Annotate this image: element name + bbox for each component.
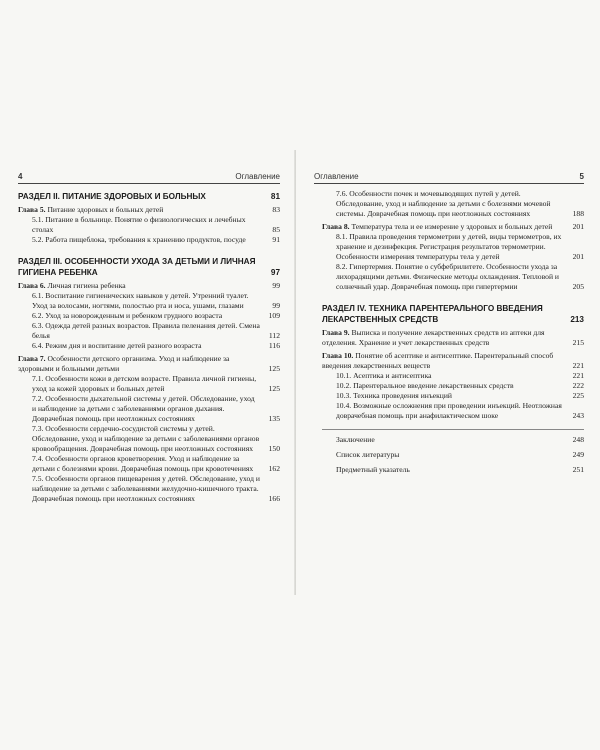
toc-entry-title: РАЗДЕЛ III. ОСОБЕННОСТИ УХОДА ЗА ДЕТЬМИ И ЛИЧНАЯ ГИГИЕНА РЕБЕНКА (18, 257, 256, 277)
toc-page-number: 225 (572, 391, 584, 400)
toc-entry-title: Температура тела и ее измерение у здоровых и больных детей (351, 222, 553, 231)
toc-chapter-label: Глава 5. (18, 205, 46, 214)
toc-entry-title: 6.4. Режим дня и воспитание детей разного возраста (32, 341, 202, 350)
toc-entry-title: Особенности детского организма. Уход и наблюдение за здоровыми и больными детьми (18, 354, 230, 373)
toc-chapter-label: Глава 8. (322, 222, 350, 231)
right-header-rule (314, 183, 584, 184)
toc-page-number: 150 (268, 444, 280, 453)
toc-chapter-entry (322, 351, 584, 371)
toc-page-number: 251 (572, 465, 584, 474)
toc-entry-title: Питание здоровых и больных детей (47, 205, 164, 214)
toc-section-entry (18, 256, 280, 278)
toc-entry-title: Личная гигиена ребенка (47, 281, 126, 290)
toc-chapter-label: Глава 10. (322, 351, 354, 360)
toc-page-number: 188 (572, 209, 584, 218)
toc-sub-entry (322, 401, 584, 421)
toc-entry-title: Список литературы (336, 450, 400, 459)
toc-sub-entry (18, 235, 280, 245)
toc-entry-title: 5.1. Питание в больнице. Понятие о физиологических и лечебных столах (32, 215, 246, 234)
toc-page-number: 83 (272, 205, 280, 214)
toc-entry-title: 10.2. Парентеральное введение лекарственных средств (336, 381, 514, 390)
right-toc-list (322, 189, 584, 475)
toc-sub-entry (18, 394, 280, 424)
toc-back-entry (322, 450, 584, 460)
toc-entry-title: Понятие об асептике и антисептике. Парентеральный способ введения лекарственных веществ (322, 351, 554, 370)
toc-entry-title: Заключение (336, 435, 375, 444)
toc-entry-title: 10.4. Возможные осложнения при проведении инъекций. Неотложная доврачебная помощь при анафилактическом шоке (336, 401, 562, 420)
toc-page-number: 222 (572, 381, 584, 390)
toc-entry-title: 7.6. Особенности почек и мочевыводящих путей у детей. Обследование, уход и наблюдение за детьми с болезнями мочевой системы. Доврачебная помощь при неотложных состояниях (336, 189, 551, 218)
toc-chapter-entry (322, 328, 584, 348)
toc-entry-title: Предметный указатель (336, 465, 410, 474)
toc-entry-title: 7.4. Особенности органов кроветворения. Уход и наблюдение за детьми с болезнями крови. Доврачебная помощь при кровотечениях (32, 454, 254, 473)
toc-page-number: 201 (572, 222, 584, 231)
toc-sub-entry (18, 454, 280, 474)
left-header-title: Оглавление (235, 172, 280, 181)
toc-sub-entry (18, 424, 280, 454)
toc-sub-entry (18, 374, 280, 394)
toc-page-number: 162 (268, 464, 280, 473)
toc-chapter-label: Глава 6. (18, 281, 46, 290)
toc-entry-title: 10.3. Техника проведения инъекций (336, 391, 453, 400)
toc-section-entry (18, 191, 280, 202)
toc-sub-entry (18, 341, 280, 351)
toc-chapter-entry (18, 354, 280, 374)
toc-chapter-entry (18, 205, 280, 215)
left-page (0, 0, 296, 750)
left-header-rule (18, 183, 280, 184)
toc-entry-title: РАЗДЕЛ II. ПИТАНИЕ ЗДОРОВЫХ И БОЛЬНЫХ (18, 192, 206, 201)
toc-entry-title: РАЗДЕЛ IV. ТЕХНИКА ПАРЕНТЕРАЛЬНОГО ВВЕДЕНИЯ ЛЕКАРСТВЕННЫХ СРЕДСТВ (322, 304, 543, 324)
toc-entry-title: 7.2. Особенности дыхательной системы у детей. Обследование, уход и наблюдение за детьми с заболеваниями органов дыхания. Доврачебная помощь при неотложных состояниях (32, 394, 255, 423)
toc-sub-entry (18, 311, 280, 321)
toc-page-number: 112 (268, 331, 280, 340)
right-page (296, 0, 600, 750)
left-toc-list (18, 191, 280, 504)
toc-page-number: 135 (268, 414, 280, 423)
toc-page-number: 221 (572, 361, 584, 370)
toc-entry-title: 8.2. Гипертермия. Понятие о субфебрилитете. Особенности ухода за лихорадящими детьми. Физические методы охлаждения. Тепловой и солнечный удар. Доврачебная помощь при гипертермии (336, 262, 559, 291)
toc-entry-title: 6.3. Одежда детей разных возрастов. Правила пеленания детей. Смена белья (32, 321, 260, 340)
toc-page-number: 116 (268, 341, 280, 350)
toc-section-entry (322, 303, 584, 325)
toc-page-number: 243 (572, 411, 584, 420)
toc-sub-entry (18, 321, 280, 341)
toc-sub-entry (18, 291, 280, 311)
toc-page-number: 81 (270, 192, 280, 201)
toc-page-number: 125 (268, 384, 280, 393)
toc-page-number: 205 (572, 282, 584, 291)
toc-page-number: 249 (572, 450, 584, 459)
right-header-title: Оглавление (314, 172, 359, 181)
toc-page-number: 215 (572, 338, 584, 347)
toc-sub-entry (322, 391, 584, 401)
toc-entry-title: 5.2. Работа пищеблока, требования к хранению продуктов, посуде (32, 235, 246, 244)
toc-chapter-entry (322, 222, 584, 232)
toc-page-number: 99 (272, 301, 280, 310)
right-page-number: 5 (579, 172, 584, 181)
toc-page-number: 248 (572, 435, 584, 444)
toc-divider (322, 429, 584, 430)
toc-entry-title: 6.1. Воспитание гигиенических навыков у детей. Утренний туалет. Уход за волосами, ногтями, полостью рта и носа, ушами, глазами (32, 291, 249, 310)
toc-sub-entry (322, 381, 584, 391)
toc-page-number: 221 (572, 371, 584, 380)
toc-entry-title: 10.1. Асептика и антисептика (336, 371, 432, 380)
toc-page-number: 213 (570, 315, 584, 324)
toc-back-entry (322, 465, 584, 475)
toc-page-number: 109 (268, 311, 280, 320)
toc-page-number: 97 (270, 268, 280, 277)
toc-sub-entry (322, 232, 584, 262)
toc-sub-entry (322, 371, 584, 381)
toc-entry-title: 6.2. Уход за новорожденным и ребенком грудного возраста (32, 311, 223, 320)
toc-chapter-entry (18, 281, 280, 291)
toc-page-number: 85 (272, 225, 280, 234)
left-page-number: 4 (18, 172, 23, 181)
toc-page-number: 125 (268, 364, 280, 373)
toc-chapter-label: Глава 7. (18, 354, 46, 363)
toc-page-number: 99 (272, 281, 280, 290)
toc-page-number: 201 (572, 252, 584, 261)
toc-entry-title: Выписка и получение лекарственных средств из аптеки для отделения. Хранение и учет лекарственных средств (322, 328, 545, 347)
toc-entry-title: 7.5. Особенности органов пищеварения у детей. Обследование, уход и наблюдение за детьми с заболеваниями желудочно-кишечного тракта. Доврачебная помощь при неотложных состояниях (32, 474, 260, 503)
toc-sub-entry (322, 189, 584, 219)
toc-chapter-label: Глава 9. (322, 328, 350, 337)
toc-entry-title: 8.1. Правила проведения термометрии у детей, виды термометров, их хранение и дезинфекция. Регистрация результатов термометрии. Особенности измерения температуры тела у детей (336, 232, 562, 261)
toc-sub-entry (18, 215, 280, 235)
toc-entry-title: 7.3. Особенности сердечно-сосудистой системы у детей. Обследование, уход и наблюдение за детьми с заболеваниями органов кровообращения. Доврачебная помощь при неотложных состояниях (32, 424, 260, 453)
toc-sub-entry (18, 474, 280, 504)
toc-sub-entry (322, 262, 584, 292)
toc-page-number: 166 (268, 494, 280, 503)
toc-back-entry (322, 435, 584, 445)
toc-entry-title: 7.1. Особенности кожи в детском возрасте. Правила личной гигиены, уход за кожей здоровых и больных детей (32, 374, 257, 393)
toc-page-number: 91 (272, 235, 280, 244)
